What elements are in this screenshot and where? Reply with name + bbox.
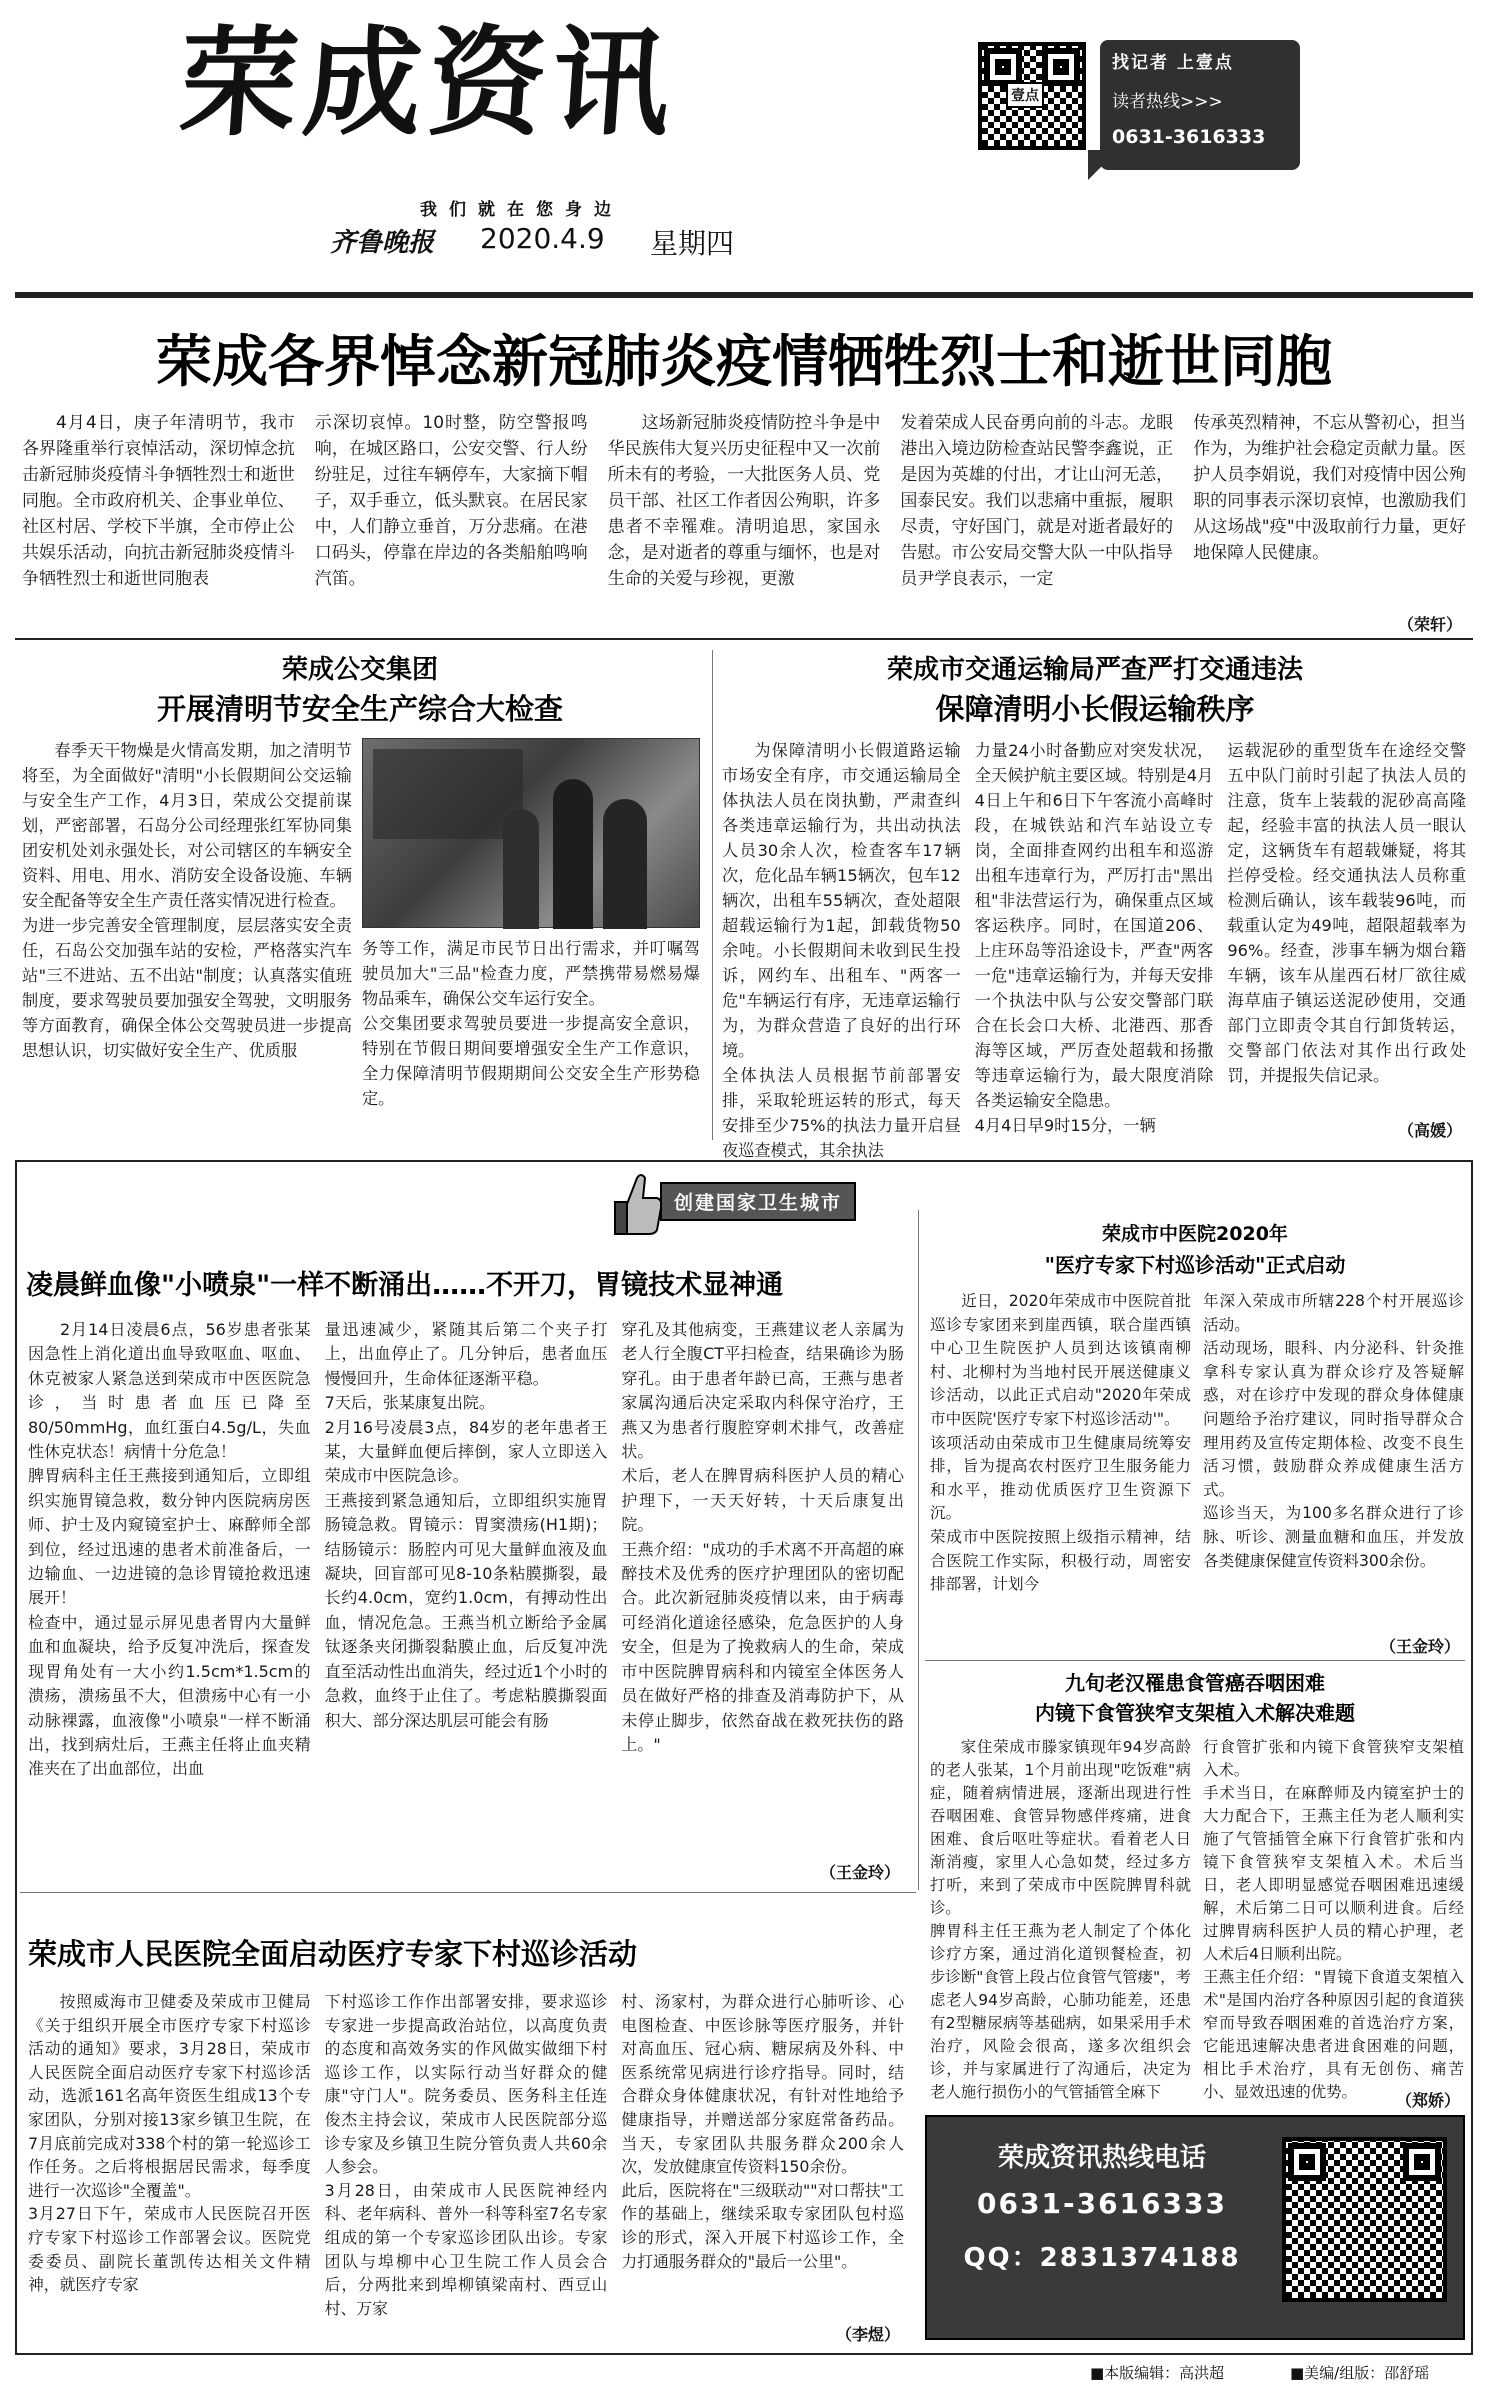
issue-date: 2020.4.9 <box>480 222 605 255</box>
hotline-qq: QQ：2831374188 <box>963 2243 1241 2273</box>
elder-columns <box>930 1736 1464 2106</box>
elder-headline-2: 内镜下食管狭窄支架植入术解决难题 <box>1035 1701 1355 1725</box>
footer-design: ■美编/组版：邵舒瑶 <box>1290 2364 1430 2382</box>
peoples-column-1: 按照威海市卫健委及荣成市卫健局《关于组织开展全市医疗专家下村巡诊活动的通知》要求，3月28日，荣成市人民医院全面启动医疗专家下村巡诊活动，选派161名高年资医生组成13个专家团队，分别对接13家乡镇卫生院，在7月底前完成对338个村的第一轮巡诊工作任务。之后将根据居民需求，每季度进行一次巡诊"全覆盖"。 3月27日下午，荣成市人民医院召开医疗专家下村巡诊工作部署会议。医院党委委员、副院长董凯传达相关文件精神，就医疗专家 <box>28 1992 311 2295</box>
gastro-column-3: 穿孔及其他病变，王燕建议老人亲属为老人行全腹CT平扫检查，结果确诊为肠穿孔。由于患者年龄已高，王燕与患者家属沟通后决定采取内科保守治疗，王燕又为患者行腹腔穿刺术排气，改善症状。 术后，老人在脾胃病科医护人员的精心护理下，一天天好转，十天后康复出院。 王燕介绍："成功的手术离不开高超的麻醉技术及优秀的医疗护理团队的密切配合。此次新冠肺炎疫情以来，由于病毒可经消化道途径感染，危急医护的人身安全，但是为了挽救病人的生命，荣成市中医院脾胃病科和内镜室全体医务人员在做好严格的排查及消毒防护下，从未停止脚步，依然奋战在救死扶伤的路上。" <box>621 1320 905 1754</box>
app-logo-badge: 壹点 <box>1006 82 1044 108</box>
photo-figure <box>603 799 647 929</box>
peoples-headline: 荣成市人民医院全面启动医疗专家下村巡诊活动 <box>28 1937 638 1971</box>
masthead-slogan: 我们就在您身边 <box>420 200 623 220</box>
bus-headline-2: 开展清明节安全生产综合大检查 <box>156 692 563 726</box>
hotline-title: 荣成资讯热线电话 <box>997 2143 1206 2173</box>
gastro-divider <box>918 1210 919 1890</box>
elder-column-1: 家住荣成市滕家镇现年94岁高龄的老人张某，1个月前出现"吃饭难"病症，随着病情进展，逐渐出现进行性吞咽困难、食管异物感伴疼痛，进食困难、食后呕吐等症状。看着老人日渐消瘦，家里人心急如焚，经过多方打听，来到了荣成市中医院脾胃科就诊。 脾胃科主任王燕为老人制定了个体化诊疗方案，通过消化道钡餐检查，初步诊断"食管上段占位食管气管瘘"，考虑老人94岁高龄，心肺功能差，还患有2型糖尿病等基础病，如果采用手术治疗，风险会很高，遂多次组织会诊，并与家属进行了沟通后，决定为老人施行损伤小的气管插管全麻下 <box>930 1738 1191 2101</box>
traffic-columns <box>722 738 1467 1160</box>
footer-editor: ■本版编辑：高洪超 <box>1090 2364 1225 2382</box>
elder-column-2: 行食管扩张和内镜下食管狭窄支架植入术。 手术当日，在麻醉师及内镜室护士的大力配合下，王燕主任为老人顺利实施了气管插管全麻下行食管扩张和内镜下食管狭窄支架植入术。术后当日，老人即明显感觉吞咽困难迅速缓解，术后第二日可以顺利进食。后经过脾胃病科医护人员的精心护理，老人术后4日顺利出院。 王燕主任介绍："胃镜下食道支架植入术"是国内治疗各种原因引起的食道狭窄而导致吞咽困难的首选治疗方案，它能迅速解决患者进食困难的问题，相比手术治疗，具有无创伤、痛苦小、显效迅速的优势。 <box>1203 1738 1464 2101</box>
contact-hotline: 0631-3616333 <box>1112 126 1266 148</box>
issue-weekday: 星期四 <box>650 227 735 260</box>
masthead <box>0 0 1488 300</box>
section-badge: 创建国家卫生城市 <box>660 1182 856 1221</box>
masthead-title: 荣成资讯 <box>175 14 681 152</box>
peoples-column-3: 村、汤家村，为群众进行心肺听诊、心电图检查、中医诊脉等医疗服务，并针对高血压、冠心病、糖尿病及外科、中医系统常见病进行诊疗指导。同时，结合群众身体健康状况，有针对性地给予健康指导，并赠送部分家庭常备药品。当天，专家团队共服务群众200余人次，发放健康宣传资料150余份。 此后，医院将在"三级联动""对口帮扶"工作的基础上，继续采取专家团队包村巡诊的形式，深入开展下村巡诊工作，全力打通服务群众的"最后一公里"。 <box>621 1992 905 2271</box>
hotline-qr-icon <box>1282 2137 1447 2302</box>
bus-inspection-photo <box>362 738 700 928</box>
peoples-credit: （李煜） <box>835 2325 900 2344</box>
bus-column-1: 春季天干物燥是火情高发期，加之清明节将至，为全面做好"清明"小长假期间公交运输与安全生产工作，4月3日，荣成公交提前谋划，严密部署，石岛分公司经理张红军协同集团安机处刘永强处长，对公司辖区的车辆安全资料、用电、用水、消防安全设备设施、车辆安全配备等安全生产责任落实情况进行检查。 为进一步完善安全管理制度，层层落实安全责任，石岛公交加强车站的安检，严格落实汽车站"三不进站、五不出站"制度；认真落实值班制度，要求驾驶员要加强安全驾驶，文明服务等方面教育，确保全体公交驾驶员进一步提高思想认识，切实做好安全生产、优质服 <box>22 741 352 1060</box>
tcm-bottom-rule <box>925 1660 1465 1661</box>
thumbs-up-icon <box>605 1168 665 1238</box>
hotline-phone: 0631-3616333 <box>977 2187 1227 2220</box>
tcm-column-1: 近日，2020年荣成市中医院首批巡诊专家团来到崖西镇，联合崖西镇中心卫生院医护人员到达该镇南柳村、北柳村为当地村民开展送健康义诊活动，以此正式启动"2020年荣成市中医院'医疗专家下村巡诊活动'"。 该项活动由荣成市卫生健康局统筹安排，旨为提高农村医疗卫生服务能力和水平，推动优质医疗卫生资源下沉。 荣成市中医院按照上级指示精神，结合医院工作实际，积极行动，周密安排部署，计划今 <box>930 1292 1191 1594</box>
lead-headline: 荣成各界悼念新冠肺炎疫情牺牲烈士和逝世同胞 <box>156 330 1332 395</box>
paper-name: 齐鲁晚报 <box>330 228 435 258</box>
lead-columns <box>22 410 1466 630</box>
bus-traffic-divider <box>712 650 713 1140</box>
contact-box-pointer <box>1088 150 1118 180</box>
tcm-credit: （王金玲） <box>1379 1637 1460 1656</box>
gastro-credit: （王金玲） <box>819 1863 900 1882</box>
peoples-column-2: 下村巡诊工作作出部署安排，要求巡诊专家进一步提高政治站位，以高度负责的态度和高效务实的作风做实做细下村巡诊工作，以实际行动当好群众的健康"守门人"。院务委员、医务科主任连俊杰主持会议，荣成市人民医院部分巡诊专家及乡镇卫生院分管负责人共60余人参会。 3月28日，由荣成市人民医院神经内科、老年病科、普外一科等科室7名专家组成的第一个专家巡诊团队出诊。专家团队与埠柳中心卫生院工作人员会合后，分两批来到埠柳镇梁南村、西豆山村、万家 <box>324 1992 608 2318</box>
masthead-rule <box>15 292 1473 298</box>
elder-headline-1: 九旬老汉罹患食管癌吞咽困难 <box>1065 1671 1325 1695</box>
peoples-top-rule <box>20 1892 916 1893</box>
photo-figure <box>553 779 593 929</box>
photo-window <box>373 749 523 839</box>
tcm-columns <box>930 1290 1464 1630</box>
lead-column-5: 传承英烈精神，不忘从警初心，担当作为，为维护社会稳定贡献力量。医护人员李娟说，我们对疫情中因公殉职的同事表示深切哀悼，也激励我们从这场战"疫"中汲取前行力量，更好地保障人民健康。 <box>1193 413 1466 563</box>
elder-credit: （郑娇） <box>1395 2091 1460 2110</box>
photo-figure <box>503 809 539 929</box>
lead-credit: （荣轩） <box>1397 615 1462 634</box>
gastro-columns <box>28 1318 904 1858</box>
bus-headline-1: 荣成公交集团 <box>281 655 438 685</box>
tcm-headline-1: 荣成市中医院2020年 <box>1102 1223 1288 1245</box>
gastro-headline: 凌晨鲜血像"小喷泉"一样不断涌出……不开刀，胃镜技术显神通 <box>26 1270 784 1301</box>
lead-column-2: 示深切哀悼。10时整，防空警报鸣响，在城区路口，公安交警、行人纷纷驻足，过往车辆停车，大家摘下帽子，双手垂立，低头默哀。在居民家中，人们静立垂首，万分悲痛。在港口码头，停靠在岸边的各类船舶鸣响汽笛。 <box>314 413 588 589</box>
lead-column-1: 4月4日，庚子年清明节，我市各界隆重举行哀悼活动，深切悼念抗击新冠肺炎疫情斗争牺牲烈士和逝世同胞。全市政府机关、企事业单位、社区村居、学校下半旗，全市停止公共娱乐活动，向抗击新冠肺炎疫情斗争牺牲烈士和逝世同胞表 <box>22 413 295 589</box>
tcm-column-2: 年深入荣成市所辖228个村开展巡诊活动。 活动现场，眼科、内分泌科、针灸推拿科专家认真为群众诊疗及答疑解惑，对在诊疗中发现的群众身体健康问题给予治疗建议，同时指导群众合理用药及宣传定期体检、改变不良生活习惯，鼓励群众养成健康生活方式。 巡诊当天，为100多名群众进行了诊脉、听诊、测量血糖和血压，并发放各类健康保健宣传资料300余份。 <box>1203 1292 1464 1570</box>
traffic-column-1: 为保障清明小长假道路运输市场安全有序，市交通运输局全体执法人员在岗执勤，严肃查纠各类违章运输行为，共出动执法人员30余人次，检查客车17辆次，危化品车辆15辆次，包车12辆次，出租车55辆次，查处超限超载运输行为1起，卸载货物50余吨。小长假期间未收到民生投诉，网约车、出租车、"两客一危"车辆运行有序，无违章运输行为，为群众营造了良好的出行环境。 全体执法人员根据节前部署安排，采取轮班运转的形式，每天安排至少75%的执法力量开启昼夜巡查模式，其余执法 <box>722 741 961 1160</box>
hotline-box <box>925 2115 1465 2340</box>
contact-line2: 读者热线>>> <box>1112 92 1223 112</box>
gastro-column-2: 量迅速减少，紧随其后第二个夹子打上，出血停止了。几分钟后，患者血压慢慢回升，生命体征逐渐平稳。 7天后，张某康复出院。 2月16号凌晨3点，84岁的老年患者王某，大量鲜血便后摔倒，家人立即送入荣成市中医院急诊。 王燕接到紧急通知后，立即组织实施胃肠镜急救。胃镜示：胃窦溃疡(H1期)；结肠镜示：肠腔内可见大量鲜血液及血凝块，回盲部可见8-10条粘膜撕裂，最长约4.0cm，宽约1.0cm，有搏动性出血，情况危急。王燕当机立断给予金属钛逐条夹闭撕裂黏膜止血，后反复冲洗直至活动性出血消失，经过近1个小时的急救，血终于止住了。考虑粘膜撕裂面积大、部分深达肌层可能会有肠 <box>324 1320 608 1730</box>
lead-column-4: 发着荣成人民奋勇向前的斗志。龙眼港出入境边防检查站民警李鑫说，正是因为英雄的付出，才让山河无恙，国泰民安。我们以悲痛中重振，履职尽责，守好国门，就是对逝者最好的告慰。市公安局交警大队一中队指导员尹学良表示，一定 <box>900 413 1174 589</box>
contact-line1: 找记者 上壹点 <box>1112 53 1234 73</box>
traffic-headline-1: 荣成市交通运输局严查严打交通违法 <box>886 655 1303 685</box>
traffic-column-2: 力量24小时备勤应对突发状况，全天候护航主要区域。特别是4月4日上午和6日下午客流小高峰时段，在城铁站和汽车站设立专岗，全面排查网约出租车和巡游出租车违章行为，严厉打击"黑出租"非法营运行为，确保重点区域客运秩序。同时，在国道206、上庄环岛等沿途设卡，严查"两客一危"违章运输行为，并每天安排一个执法中队与公安交警部门联合在长会口大桥、北港西、那香海等区域，严厉查处超载和扬撒等违章运输行为，最大限度消除各类运输安全隐患。 4月4日早9时15分，一辆 <box>974 741 1214 1135</box>
contact-box <box>1100 40 1300 170</box>
tcm-headline-2: "医疗专家下村巡诊活动"正式启动 <box>1044 1253 1346 1277</box>
traffic-column-3: 运载泥砂的重型货车在途经交警五中队门前时引起了执法人员的注意，货车上装载的泥砂高高隆起，经验丰富的执法人员一眼认定，这辆货车有超载嫌疑，将其拦停受检。经交通执法人员称重检测后确认，该车载装96吨，而载重认定为49吨，超限超载率为96%。经查，涉事车辆为烟台籍车辆，该车从崖西石材厂欲往威海草庙子镇运送泥砂使用，交通部门立即责令其自行卸货转运，交警部门依法对其作出行政处罚，并提报失信记录。 <box>1227 741 1467 1085</box>
lead-column-3: 这场新冠肺炎疫情防控斗争是中华民族伟大复兴历史征程中又一次前所未有的考验，一大批医务人员、党员干部、社区工作者因公殉职，许多患者不幸罹难。清明追思，家国永念，是对逝者的尊重与缅怀，也是对生命的关爱与珍视，更激 <box>607 413 881 589</box>
bus-column-2: 务等工作，满足市民节日出行需求，并叮嘱驾驶员加大"三品"检查力度，严禁携带易燃易爆物品乘车，确保公交车运行安全。 公交集团要求驾驶员要进一步提高安全意识，特别在节假日期间要增强安全生产工作意识，全力保障清明节假期期间公交安全生产形势稳定。 <box>362 939 700 1108</box>
traffic-headline-2: 保障清明小长假运输秩序 <box>935 692 1255 726</box>
traffic-credit: （高媛） <box>1397 1121 1462 1140</box>
lead-bottom-rule <box>15 638 1473 640</box>
peoples-columns <box>28 1990 904 2320</box>
gastro-column-1: 2月14日凌晨6点，56岁患者张某因急性上消化道出血导致呕血、呕血、休克被家人紧急送到荣成市中医医院急诊，当时患者血压已降至80/50mmHg，血红蛋白4.5g/L，失血性休克状态！病情十分危急！ 脾胃病科主任王燕接到通知后，立即组织实施胃镜急救，数分钟内医院病房医师、护士及内窥镜室护士、麻醉师全部到位，经过迅速的患者术前准备后，一边输血、一边进镜的急诊胃镜抢救迅速展开！ 检查中，通过显示屏见患者胃内大量鲜血和血凝块，给予反复冲洗后，探查发现胃角处有一大小约1.5cm*1.5cm的溃疡，溃疡虽不大，但溃疡中心有一小动脉裸露，血液像"小喷泉"一样不断涌出，找到病灶后，王燕主任将止血夹精准夹在了出血部位，出血 <box>28 1320 311 1779</box>
